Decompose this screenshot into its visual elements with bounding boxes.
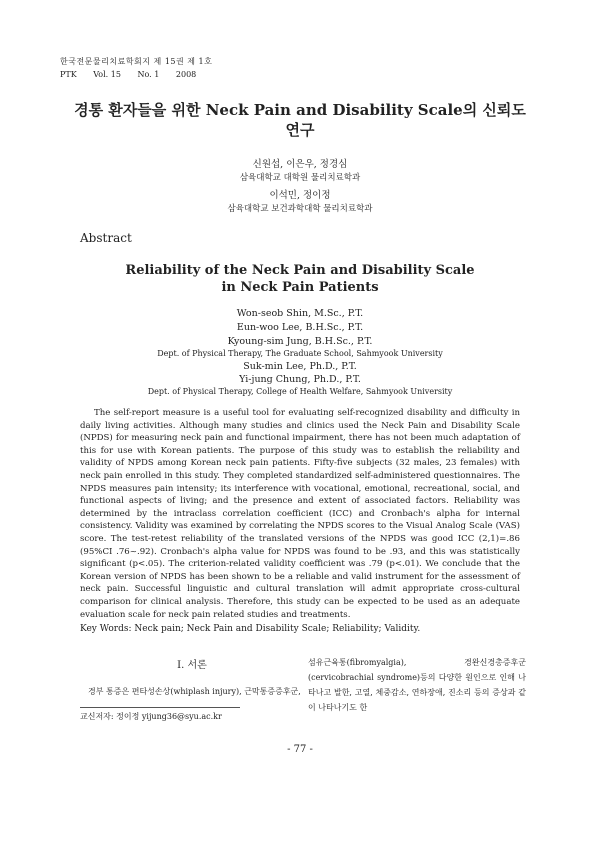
author-en-3: Kyoung-sim Jung, B.H.Sc., P.T.	[227, 336, 373, 347]
journal-year: 2008	[175, 70, 197, 79]
journal-number: No. 1	[137, 70, 160, 79]
author-en-2: Eun-woo Lee, B.H.Sc., P.T.	[236, 322, 364, 333]
authors-korean-group2: 이석민, 정이정	[269, 190, 331, 201]
abstract-body: The self-report measure is a useful tool for evaluating self-recognized disability and difficulty in daily living activities. Although many studies and clinics used the Neck Pain and Disability Scale (NPDS) for measuring neck pain and functional impairment, there has not been much adaptation of this for use with Korean patients. The purpose of this study was to establish the reliability and validity of NPDS among Korean neck pain patients. Fifty-five subjects (32 males, 23 females) with neck pain enrolled in this study. They completed standardized self-administered questionnaires. The NPDS measures pain intensity; its interference with vocational, emotional, recreational, social, and functional aspects of living; and the presence and extent of associated factors. Reliability was determined by the intraclass correlation coefficient (ICC) and Cronbach's alpha for internal consistency. Validity was examined by correlating the NPDS scores to the Visual Analog Scale (VAS) score. The test-retest reliability of the translated versions of the NPDS was good ICC (2,1)=.86 (95%CI .76~.92). Cronbach's alpha value for NPDS was found to be .93, and this was statistically significant (p<.05). The criterion-related validity coefficient was .79 (p<.01). We conclude that the Korean version of NPDS has been shown to be a reliable and valid instrument for the assessment of neck pain. Successful linguistic and cultural translation will admit appropriate cross-cultural comparison for clinical analysis. Therefore, this study can be expected to be used as an adequate evaluation scale for neck pain related studies and treatments.	[80, 408, 520, 620]
title-english	[40, 262, 560, 296]
affiliation-english-1: Dept. of Physical Therapy, The Graduate School, Sahmyook University	[157, 349, 443, 358]
section-heading-introduction: Ⅰ. 서론	[177, 660, 207, 671]
title-korean-line1: 경통 환자들을 위한 Neck Pain and Disability Scale의 신뢰도	[74, 101, 526, 119]
affiliation-korean-2: 삼육대학교 보건과학대학 물리치료학과	[227, 204, 373, 214]
footnote-rule	[80, 707, 240, 708]
title-english-line1: Reliability of the Neck Pain and Disability Scale	[125, 263, 475, 278]
affiliation-english-2: Dept. of Physical Therapy, College of Health Welfare, Sahmyook University	[147, 387, 453, 396]
title-korean	[40, 100, 560, 140]
affiliation-korean-1: 삼육대학교 대학원 물리치료학과	[239, 173, 361, 183]
corresponding-author-footnote: 교신저자: 정이정 yijung36@syu.ac.kr	[80, 712, 222, 721]
authors-korean-group1: 신원섭, 이은우, 정경심	[252, 159, 348, 170]
title-english-line2: in Neck Pain Patients	[221, 280, 379, 295]
keywords: Key Words: Neck pain; Neck Pain and Disability Scale; Reliability; Validity.	[80, 624, 421, 634]
abstract-heading: Abstract	[80, 231, 132, 245]
body-text-right-column: 섬유근육통(fibromyalgia), 경완신경총증후군(cervicobrachial syndrome)등의 다양한 원인으로 인해 나타나고 발한, 고열, 체중감소, 연하장애, 진소리 등의 증상과 같이 나타나기도 한	[308, 658, 526, 712]
journal-name: 한국전문물리치료학회지 제 15권 제 1호	[60, 57, 213, 66]
body-text-left-column: 경부 통증은 편타성손상(whiplash injury), 근막통증증후군,	[88, 687, 301, 696]
journal-citation	[60, 70, 210, 79]
journal-abbr: PTK	[60, 70, 77, 79]
title-korean-line2: 연구	[285, 121, 315, 139]
author-en-4: Suk-min Lee, Ph.D., P.T.	[243, 361, 357, 372]
page-number: - 77 -	[287, 744, 313, 755]
journal-volume: Vol. 15	[93, 70, 121, 79]
author-en-1: Won-seob Shin, M.Sc., P.T.	[236, 308, 364, 319]
author-en-5: Yi-jung Chung, Ph.D., P.T.	[239, 374, 361, 385]
